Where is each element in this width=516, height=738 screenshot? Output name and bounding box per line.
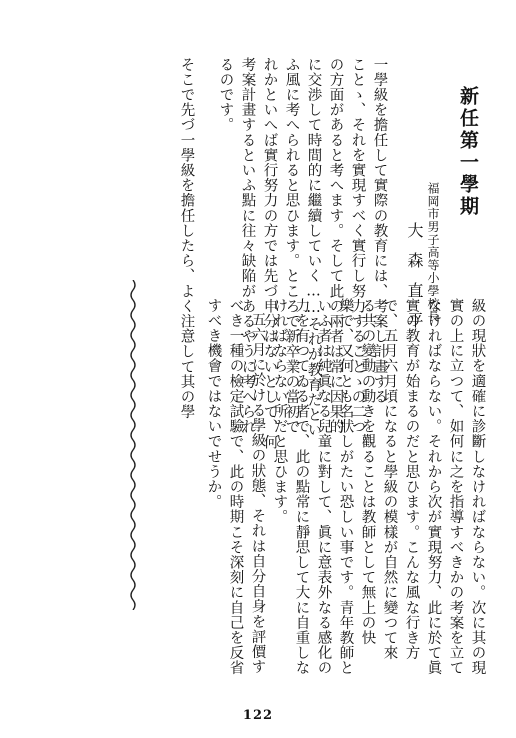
text-column: 實の上に立つて、如何に之を指導すべきかの考案を立て (447, 298, 464, 676)
author-affiliation: 福岡市男子高等小學校長 (426, 182, 440, 323)
text-column: るのです。 (217, 57, 234, 133)
text-column: 實の教育が始まるのだと思ひます。こんな風な行き方 (403, 298, 420, 661)
text-column: べき一種の檢定試驗で、此の時期こそ深刻に自己を反省 (227, 298, 244, 676)
text-column: ふ風に考へられると思ひます。ところで新卒業の當初で (283, 57, 300, 435)
text-column: 級の現狀を適確に診斷しなければならない。次に其の現 (469, 298, 486, 676)
text-column: 五六月に於ける學級の狀態、それは自分自身を評價す (249, 312, 266, 675)
page-number: 122 (242, 708, 274, 723)
text-column: る共の變動の動きを觀ることは教師として無上の快 (359, 298, 376, 646)
text-column: ことゝ、それを實現すべく實行し努力することゝの二つ (349, 57, 366, 435)
text-column: すべき機會ではないでせうか。 (205, 298, 222, 510)
text-column: に交渉して時間的に繼續していく……それが教育だとい (305, 57, 322, 438)
author-name: 大森直平 (405, 222, 424, 342)
text-column: なければならない。それから次が實現努力、此に於て眞 (425, 298, 442, 676)
text-column: いふ者は純眞なる兒童に對して、眞に意表外なる感化の (315, 298, 332, 676)
text-column: で、五月六月頃になると學級の模樣が自然に變つて來 (381, 298, 398, 661)
text-column: 考案計畫するといふ點に往々缺陥があるやうに考へられ (239, 57, 256, 435)
text-column: そこで先づ一學級を擔任したら、よく注意して其の學 (178, 57, 195, 420)
text-column: 樂で、又何とも名狀しがたい恐しい事です。青年教師と (337, 298, 354, 676)
text-column: れかといへば實行努力の方では先づ申分はないとして、何 (261, 57, 278, 450)
text-column: 一學級を擔任して實際の教育には、考案し計畫する (371, 57, 388, 405)
text-column: 力を有つてゐる者で、此の點常に靜思して大に自重しな (293, 298, 310, 676)
text-column: ければならない所だと思ひます。 (271, 298, 288, 525)
wavy-divider (120, 280, 146, 610)
article-title: 新任第一學期 (457, 86, 479, 218)
text-column: の方面があると考へます。そして此の兩者は常に因果的 (327, 57, 344, 435)
